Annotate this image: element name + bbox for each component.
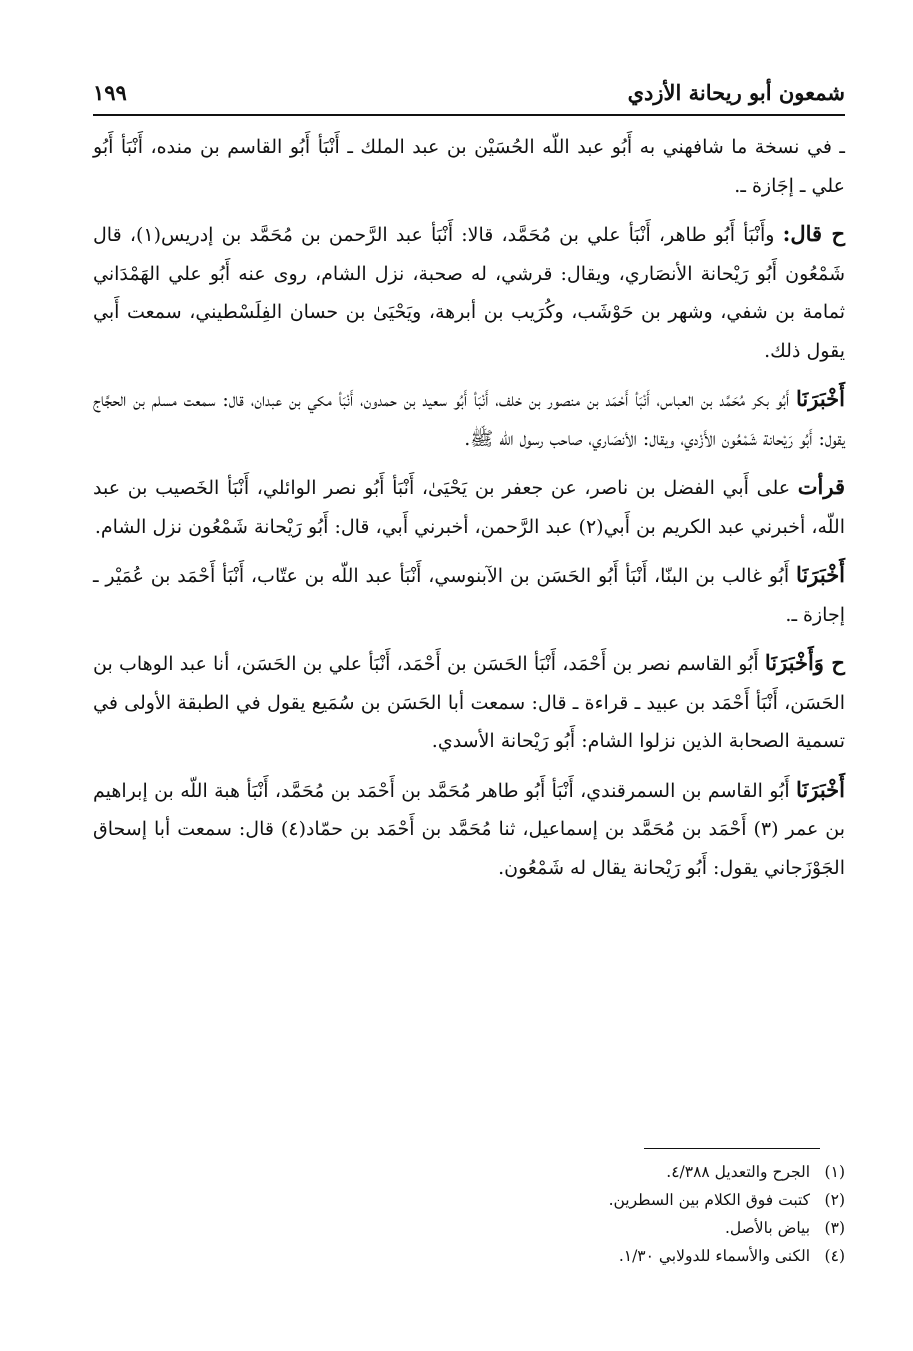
paragraph-lead: أَخْبَرَنَا (796, 386, 845, 411)
paragraph-lead: ح قال: (782, 221, 845, 246)
footnote-text: كتبت فوق الكلام بين السطرين. (608, 1191, 811, 1209)
page-number: ١٩٩ (93, 80, 127, 105)
paragraph-lead: قرأت (797, 474, 846, 499)
footnote-divider (644, 1148, 820, 1149)
main-text (93, 128, 845, 897)
paragraph-5 (93, 556, 845, 634)
footnotes (93, 1158, 845, 1270)
footnote-text: الجرح والتعديل ٤/٣٨٨. (666, 1163, 811, 1181)
footnote-1 (93, 1158, 845, 1186)
footnote-2 (93, 1186, 845, 1214)
paragraph-text: أَبُو القاسم نصر بن أَحْمَد، أَنْبَأ الحَسَن بن أَحْمَد، أَنْبَأ علي بن الحَسَن، أنا عبد الوهاب بن الحَسَن، أَنْبَأ أَحْمَد بن عبيد ـ قراءة ـ قال: سمعت أبا الحَسَن بن سُمَيع يقول في الطبقة الأولى في تسمية الصحابة الذين نزلوا الشام: أَبُو رَيْحانة الأسدي. (93, 653, 845, 752)
paragraph-text: على أَبي الفضل بن ناصر، عن جعفر بن يَحْيَىٰ، أَنْبَأ أَبُو نصر الوائلي، أَنْبَأ الخَصيب بن عبد اللّه، أخبرني عبد الكريم بن أَبي(٢) عبد الرَّحمن، أخبرني أَبي، قال: أَبُو رَيْحانة شَمْعُون نزل الشام. (93, 477, 845, 538)
footnote-4 (93, 1242, 845, 1270)
footnote-number: (٤) (824, 1247, 845, 1265)
footnote-3 (93, 1214, 845, 1242)
paragraph-1 (93, 128, 845, 205)
paragraph-lead: ح وَأَخْبَرَنَا (764, 650, 845, 675)
footnote-text: الكنى والأسماء للدولابي ١/٣٠. (618, 1247, 811, 1265)
page-header (93, 78, 845, 116)
paragraph-text: أَبُو غالب بن البنّا، أَنْبَأ أَبُو الحَسَن بن الآبنوسي، أَنْبَأ عبد اللّه بن عتّاب، أَنْبَأ أَحْمَد بن عُمَيْر ـ إجازة ـ. (93, 565, 845, 626)
paragraph-text: أَبُو القاسم بن السمرقندي، أَنْبَأ أَبُو طاهر مُحَمَّد بن أَحْمَد بن مُحَمَّد، أَنْبَأ هبة اللّه بن إبراهيم بن عمر (٣) أَحْمَد بن مُحَمَّد بن إسماعيل، ثنا مُحَمَّد بن أَحْمَد بن حمّاد(٤) قال: سمعت أبا إسحاق الجَوْزَجاني يقول: أَبُو رَيْحانة يقال له شَمْعُون. (93, 779, 845, 879)
footnote-number: (٣) (824, 1219, 845, 1237)
paragraph-lead: أَخْبَرَنَا (796, 776, 845, 802)
paragraph-text: أَبُو بكر مُحَمَّد بن العباس، أَنْبَأ أَحْمَد بن منصور بن خلف، أَنْبَأ أَبُو سعيد بن حمدون، أَنْبَأ مكي بن عبدان، قال: سمعت مسلم بن الحجَّاج يقول: أَبُو رَيْحانة شَمْعُون الأَزْدي، ويقال: الأنصَاري، صاحب رسول الله ﷺ. (93, 389, 845, 450)
paragraph-text: وأَنْبَأ أَبُو طاهر، أَنْبَأ علي بن مُحَمَّد، قالا: أَنْبَأ عبد الرَّحمن بن مُحَمَّد بن إدريس(١)، قال شَمْعُون أَبُو رَيْحانة الأنصَاري، ويقال: قرشي، له صحبة، نزل الشام، روى عنه أَبُو علي الهَمْدَاني ثمامة بن شفي، وشهر بن حَوْشَب، وكُرَيب بن أبرهة، ويَحْيَىٰ بن حسان الفِلَسْطيني، سمعت أَبي يقول ذلك. (93, 224, 845, 362)
paragraph-lead: أَخْبَرَنَا (796, 562, 846, 587)
footnote-number: (١) (824, 1163, 845, 1181)
footnote-text: بياض بالأصل. (724, 1219, 811, 1237)
paragraph-text: ـ في نسخة ما شافهني به أَبُو عبد اللّه الحُسَيْن بن عبد الملك ـ أَنْبَأ أَبُو القاسم بن منده، أَنْبَأ أَبُو علي ـ إجَازة ـ. (93, 136, 845, 197)
footnote-number: (٢) (824, 1191, 845, 1209)
paragraph-7 (93, 771, 845, 888)
paragraph-6 (93, 644, 845, 761)
paragraph-4 (93, 468, 845, 546)
paragraph-3 (93, 380, 845, 458)
paragraph-2 (93, 215, 845, 370)
running-title: شمعون أبو ريحانة الأزدي (627, 80, 845, 105)
